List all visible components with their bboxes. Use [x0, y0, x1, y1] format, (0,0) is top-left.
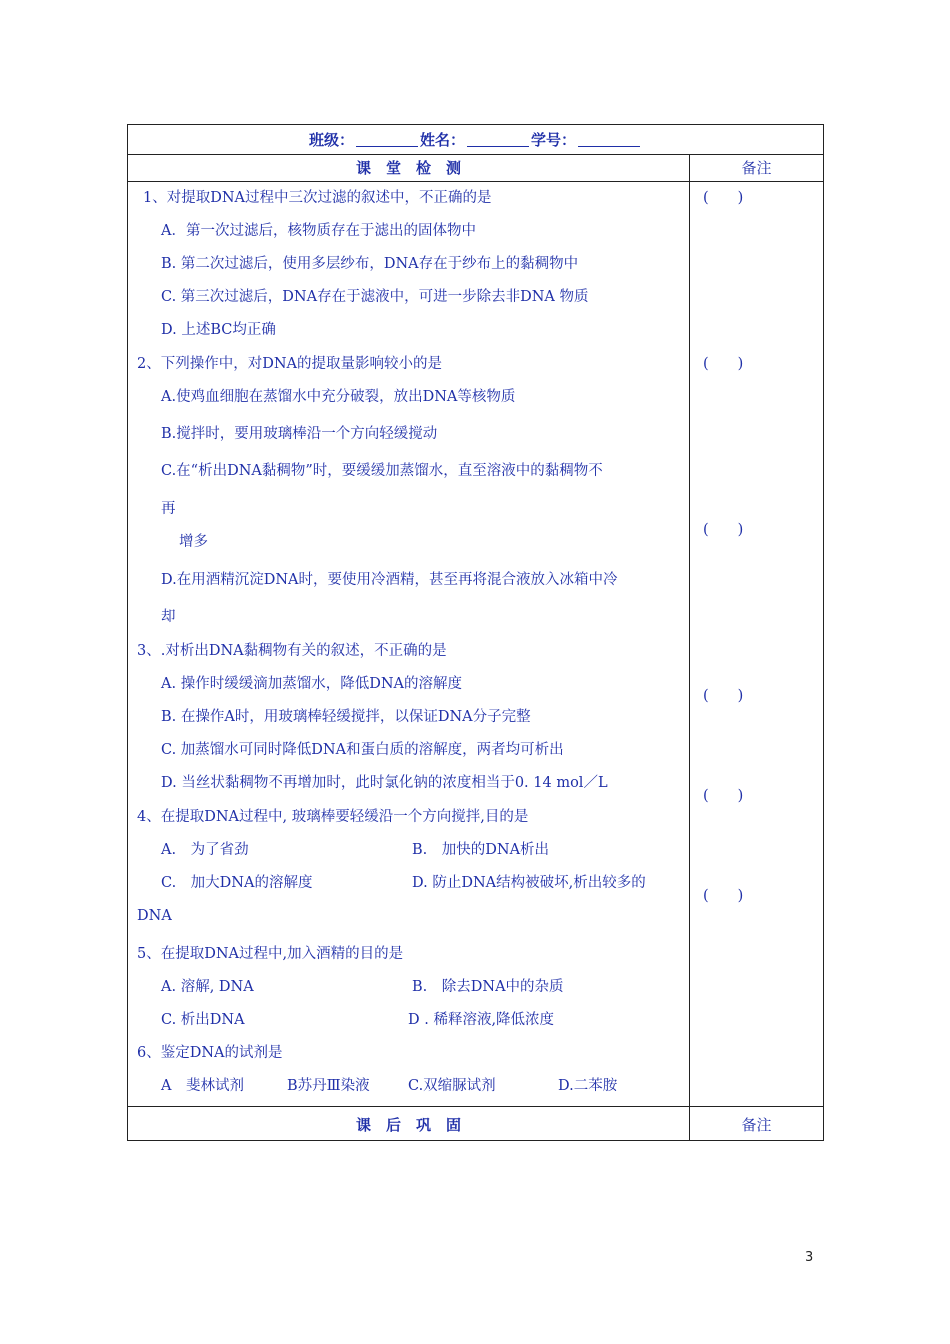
answer-bracket-3[interactable]: ( ) — [703, 522, 744, 538]
option-continuation: DNA — [137, 908, 172, 924]
column-divider — [689, 181, 690, 1106]
option: A. 操作时缓缓滴加蒸馏水，降低DNA的溶解度 — [161, 676, 462, 692]
section-classroom-test — [128, 154, 823, 182]
option: A 斐林试剂 — [161, 1078, 244, 1094]
note-header: 备注 — [741, 1115, 772, 1134]
answer-bracket-5[interactable]: ( ) — [703, 788, 744, 804]
option: D.在用酒精沉淀DNA时，要使用冷酒精，甚至再将混合液放入冰箱中冷 — [161, 572, 618, 588]
answer-bracket-2[interactable]: ( ) — [703, 356, 744, 372]
class-label: 班级： — [308, 131, 354, 149]
option: C. 加蒸馏水可同时降低DNA和蛋白质的溶解度，两者均可析出 — [161, 742, 564, 758]
option: A. 溶解, DNA — [161, 979, 254, 995]
option: C. 加大DNA的溶解度 — [161, 875, 313, 891]
question-6: 6、鉴定DNA的试剂是 — [137, 1045, 283, 1061]
section-title: 课 后 巩 固 — [128, 1107, 690, 1141]
answer-bracket-6[interactable]: ( ) — [703, 888, 744, 904]
section-title: 课 堂 检 测 — [128, 154, 690, 181]
answer-bracket-4[interactable]: ( ) — [703, 688, 744, 704]
option: B. 第二次过滤后，使用多层纱布，DNA存在于纱布上的黏稠物中 — [161, 256, 579, 272]
option: B. 在操作A时，用玻璃棒轻缓搅拌，以保证DNA分子完整 — [161, 709, 531, 725]
option: A.使鸡血细胞在蒸馏水中充分破裂，放出DNA等核物质 — [161, 389, 516, 405]
student-info-row — [128, 125, 823, 155]
option: C.在“析出DNA黏稠物”时，要缓缓加蒸馏水，直至溶液中的黏稠物不 — [161, 463, 603, 479]
option: C. 析出DNA — [161, 1012, 245, 1028]
option: B苏丹Ⅲ染液 — [287, 1078, 370, 1094]
question-1: 1、对提取DNA过程中三次过滤的叙述中，不正确的是 — [143, 190, 492, 206]
option: A．第一次过滤后，核物质存在于滤出的固体物中 — [161, 223, 476, 239]
option: B.搅拌时，要用玻璃棒沿一个方向轻缓搅动 — [161, 426, 438, 442]
option: B. 除去DNA中的杂质 — [412, 979, 564, 995]
note-header: 备注 — [741, 159, 772, 177]
id-label: 学号： — [531, 131, 577, 149]
option-continuation: 却 — [161, 609, 176, 625]
option: C. 第三次过滤后，DNA存在于滤液中，可进一步除去非DNA 物质 — [161, 289, 589, 305]
worksheet-table — [127, 124, 824, 1141]
option: D. 防止DNA结构被破坏,析出较多的 — [412, 875, 646, 891]
class-blank[interactable] — [356, 132, 418, 147]
option-continuation: 再 — [161, 501, 176, 517]
option: D.二苯胺 — [558, 1078, 618, 1094]
section-after-class — [128, 1106, 823, 1141]
page-number: 3 — [805, 1250, 814, 1265]
question-2: 2、下列操作中，对DNA的提取量影响较小的是 — [137, 356, 443, 372]
option: C.双缩脲试剂 — [408, 1078, 496, 1094]
option: D . 稀释溶液,降低浓度 — [408, 1012, 555, 1028]
name-blank[interactable] — [467, 132, 529, 147]
question-3: 3、.对析出DNA黏稠物有关的叙述，不正确的是 — [137, 643, 447, 659]
option: B. 加快的DNA析出 — [412, 842, 550, 858]
option: A. 为了省劲 — [161, 842, 249, 858]
question-4: 4、在提取DNA过程中, 玻璃棒要轻缓沿一个方向搅拌,目的是 — [137, 809, 529, 825]
option-continuation: 增多 — [179, 534, 208, 550]
option: D. 当丝状黏稠物不再增加时，此时氯化钠的浓度相当于0. 14 mol／L — [161, 775, 608, 791]
answer-bracket-1[interactable]: ( ) — [703, 190, 744, 206]
id-blank[interactable] — [578, 132, 640, 147]
question-5: 5、在提取DNA过程中,加入酒精的目的是 — [137, 946, 404, 962]
name-label: 姓名： — [419, 131, 465, 149]
option: D. 上述BC均正确 — [161, 322, 276, 338]
